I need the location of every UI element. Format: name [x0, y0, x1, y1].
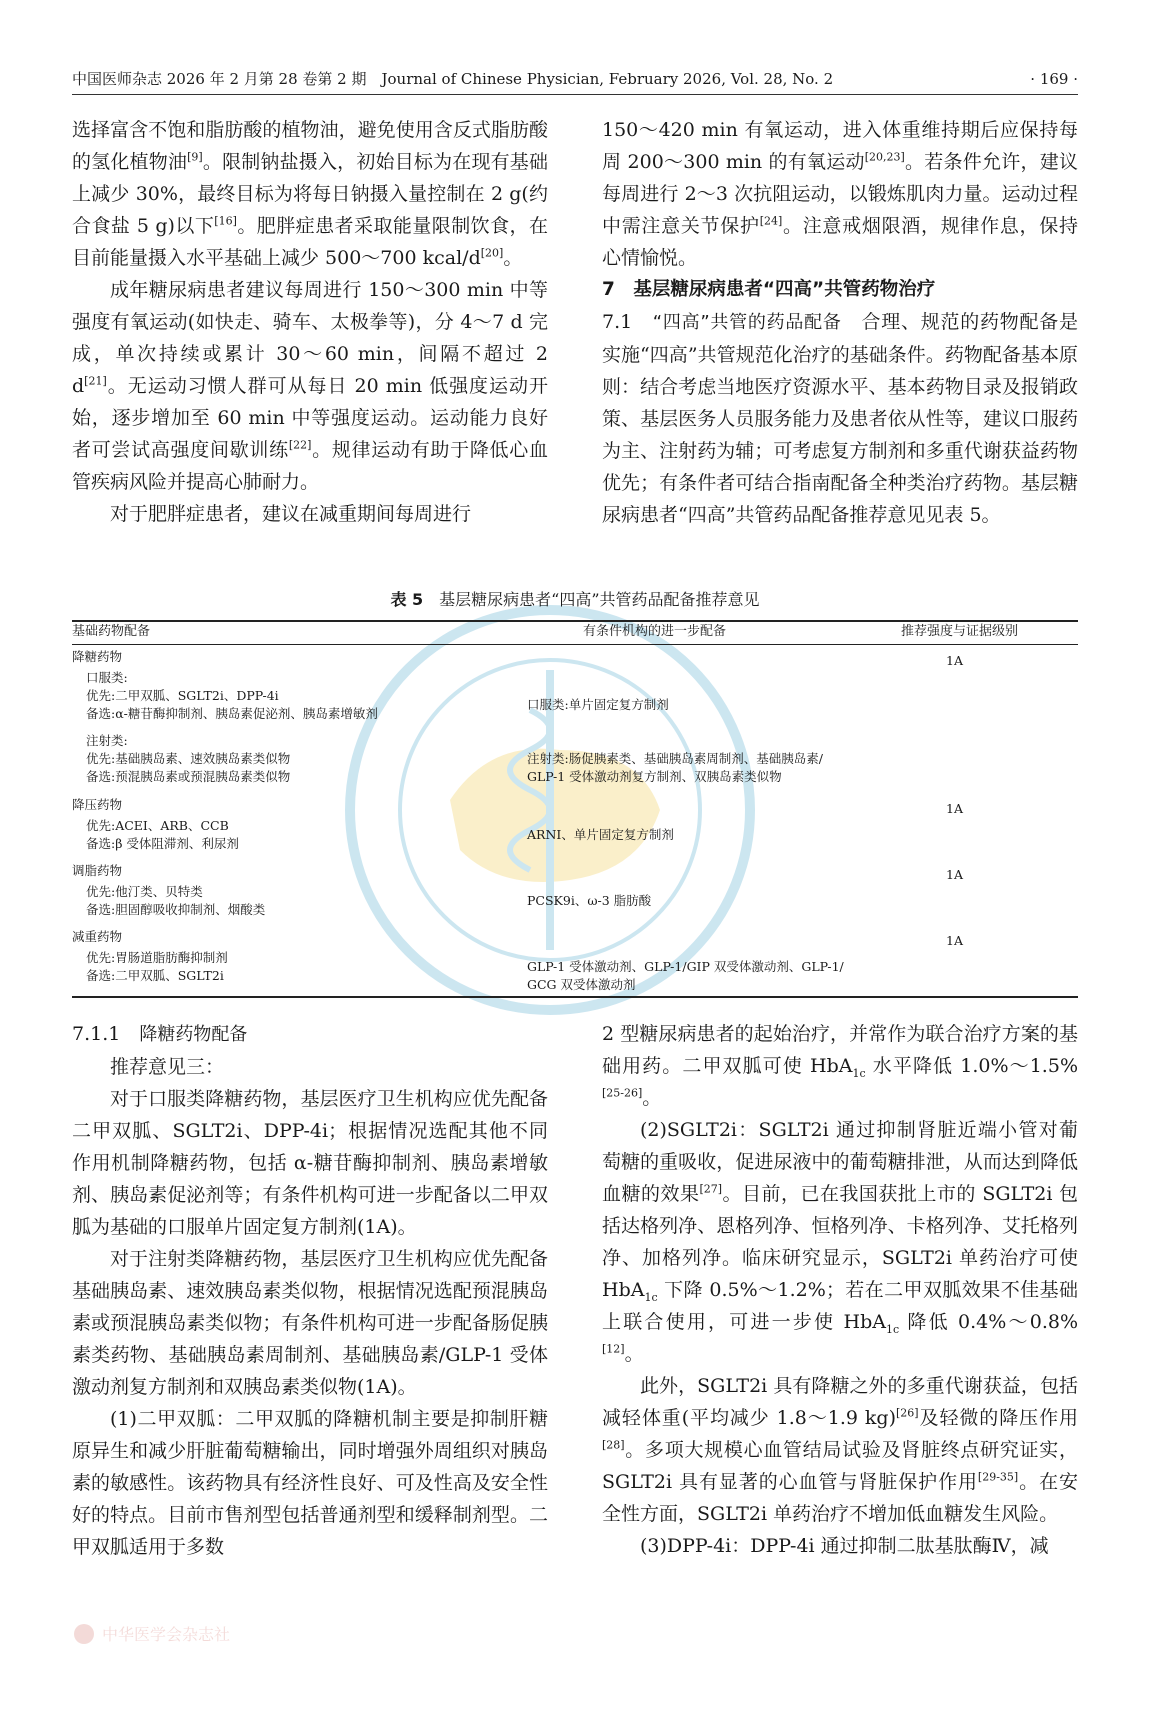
table-cell: 备选:β 受体阻滞剂、利尿剂	[86, 836, 239, 851]
citation-ref: [28]	[602, 1438, 625, 1452]
grade-cell: 1A	[946, 801, 963, 816]
paragraph-r2	[602, 274, 1078, 306]
table-cell: GCG 双受体激动剂	[527, 977, 636, 992]
text-run: 下降 0.5%～1.2%；若在二甲双胍效果不佳基础上联合使用，可进一步使 HbA	[602, 1279, 1078, 1333]
text-run: 选择富含不饱和脂肪酸的植物油，避免使用含反式脂肪酸的氢化植物油	[72, 119, 548, 173]
subscript: 1c	[852, 1066, 866, 1080]
subscript: 1c	[885, 1322, 900, 1336]
journal-citation: 中国医师杂志 2026 年 2 月第 28 卷第 2 期 Journal of Chinese Physician, February 2026, Vol. 28, No. 2	[72, 70, 834, 88]
citation-ref: [20]	[480, 246, 504, 260]
page-number: · 169 ·	[1030, 70, 1078, 88]
table-cell: 备选:二甲双胍、SGLT2i	[86, 968, 224, 983]
table-cell: 备选:胆固醇吸收抑制剂、烟酸类	[86, 902, 266, 917]
table-cell: 优先:他汀类、贝特类	[86, 884, 203, 899]
text-run: 合理、规范的药物配备是实施“四高”共管规范化治疗的基础条件。药物配备基本原则：结合考虑当地医疗资源水平、基本药物目录及报销政策、基层医务人员服务能力及患者依从性等，建议口服药为主、注射药为辅；可考虑复方制剂和多重代谢获益药物优先；有条件者可结合指南配备全种类治疗药物。基层糖尿病患者“四高”共管药品配备推荐意见见表 5。	[602, 311, 1078, 526]
paragraph-l5	[72, 1403, 548, 1563]
text-run: 。无运动习惯人群可从每日 20 min 低强度运动开始，逐步增加至 60 min 中等强度运动。运动能力良好者可尝试高强度间歇训练	[72, 375, 548, 461]
table-cell: 备选:预混胰岛素或预混胰岛素类似物	[86, 769, 291, 784]
citation-ref: [16]	[214, 214, 237, 228]
section-heading: “四高”共管的药品配备	[652, 312, 842, 333]
citation-ref: [26]	[896, 1406, 919, 1420]
table-cell: 优先:ACEI、ARB、CCB	[86, 818, 229, 833]
table-bottom-rule	[72, 996, 1078, 998]
text-run: (3)DPP-4i：DPP-4i 通过抑制二肽基肽酶Ⅳ，减	[640, 1535, 1049, 1557]
text-run: 150～420 min 有氧运动，进入体重维持期后应保持每周 200～300 min 的有氧运动	[602, 119, 1078, 173]
text-run: 。	[503, 247, 523, 269]
citation-ref: [24]	[759, 214, 783, 228]
table-title: 基层糖尿病患者“四高”共管药品配备推荐意见	[439, 590, 760, 609]
table-header-rule	[72, 644, 1078, 645]
paragraph-s1	[602, 1018, 1078, 1114]
citation-ref: [25-26]	[602, 1086, 643, 1100]
paragraph-p2	[72, 274, 548, 498]
running-header	[72, 68, 1078, 90]
publisher-logo	[72, 1622, 432, 1646]
text-run: 2 型糖尿病患者的起始治疗，并常作为联合治疗方案的基础用药。二甲双胍可使 HbA	[602, 1023, 1078, 1077]
paragraph-p3	[72, 498, 548, 530]
table-cell: 注射类:	[86, 733, 128, 748]
text-run: 成年糖尿病患者建议每周进行 150～300 min 中等强度有氧运动(如快走、骑车、太极拳等)，分 4～7 d 完成，单次持续或累计 30～60 min，间隔不超过 2 d	[72, 279, 548, 397]
paragraph-p1	[72, 114, 548, 274]
paragraph-l1	[72, 1018, 548, 1051]
section-heading: 降糖药物配备	[139, 1024, 248, 1045]
table-cell: GLP-1 受体激动剂、GLP-1/GIP 双受体激动剂、GLP-1/	[527, 959, 844, 974]
grade-cell: 1A	[946, 867, 963, 882]
table-cell: PCSK9i、ω-3 脂肪酸	[527, 893, 652, 908]
text-run: 对于口服类降糖药物，基层医疗卫生机构应优先配备二甲双胍、SGLT2i、DPP-4i；根据情况选配其他不同作用机制降糖药物，包括 α-糖苷酶抑制剂、胰岛素增敏剂、胰岛素促泌剂等；有条件机构可进一步配备以二甲双胍为基础的口服单片固定复方制剂(1A)。	[72, 1088, 548, 1238]
text-run: 。规律运动有助于降低心血管疾病风险并提高心肺耐力。	[72, 439, 548, 493]
text-run: 及轻微的降压作用	[918, 1407, 1078, 1429]
table-cell: 降糖药物	[72, 649, 123, 664]
text-run: 。多项大规模心血管结局试验及肾脏终点研究证实，SGLT2i 具有显著的心血管与肾脏保护作用	[602, 1439, 1078, 1493]
text-run: 。目前，已在我国获批上市的 SGLT2i 包括达格列净、恩格列净、恒格列净、卡格列净、艾托格列净、加格列净。临床研究显示，SGLT2i 单药治疗可使 HbA	[602, 1183, 1078, 1301]
table-cell: ARNI、单片固定复方制剂	[527, 827, 674, 842]
association-seal-watermark	[340, 600, 760, 1020]
text-run: 7 基层糖尿病患者“四高”共管药物治疗	[602, 279, 936, 300]
text-run: 。	[624, 1343, 644, 1365]
citation-ref: [22]	[288, 438, 312, 452]
text-run: (2)SGLT2i：SGLT2i 通过抑制肾脏近端小管对葡萄糖的重吸收，促进尿液中的葡萄糖排泄，从而达到降低血糖的效果	[602, 1119, 1078, 1205]
citation-ref: [27]	[699, 1182, 723, 1196]
table-top-rule	[72, 620, 1078, 622]
text-run: 对于注射类降糖药物，基层医疗卫生机构应优先配备基础胰岛素、速效胰岛素类似物，根据情况选配预混胰岛素或预混胰岛素类似物；有条件机构可进一步配备肠促胰素类药物、基础胰岛素周制剂、基础胰岛素/GLP-1 受体激动剂复方制剂和双胰岛素类似物(1A)。	[72, 1248, 548, 1398]
text-run: 7.1.1	[72, 1023, 140, 1045]
table-header-grade: 推荐强度与证据级别	[901, 624, 1019, 639]
left-column-top	[72, 114, 548, 530]
table-label: 表 5	[390, 590, 424, 609]
paragraph-s4	[602, 1530, 1078, 1562]
left-column-bottom	[72, 1018, 548, 1563]
table-cell: 优先:胃肠道脂肪酶抑制剂	[86, 950, 228, 965]
paragraph-l4	[72, 1243, 548, 1403]
right-column-bottom	[602, 1018, 1078, 1562]
citation-ref: [9]	[187, 150, 203, 164]
paragraph-l3	[72, 1083, 548, 1243]
paragraph-r1	[602, 114, 1078, 274]
header-rule	[72, 94, 1078, 95]
text-run: 。注意戒烟限酒，规律作息，保持心情愉悦。	[602, 215, 1078, 269]
text-run: 。	[642, 1087, 662, 1109]
paragraph-l2	[72, 1051, 548, 1083]
citation-ref: [20,23]	[864, 150, 905, 164]
table-cell: 优先:二甲双胍、SGLT2i、DPP-4i	[86, 688, 279, 703]
text-run: 。若条件允许，建议每周进行 2～3 次抗阻运动，以锻炼肌肉力量。运动过程中需注意关节保护	[602, 151, 1078, 237]
text-run: 降低 0.4%～0.8%	[899, 1311, 1078, 1333]
text-run: 对于肥胖症患者，建议在减重期间每周进行	[110, 503, 472, 525]
table-caption	[72, 589, 1078, 611]
table-cell: 备选:α-糖苷酶抑制剂、胰岛素促泌剂、胰岛素增敏剂	[86, 706, 378, 721]
grade-cell: 1A	[946, 933, 963, 948]
text-run: 7.1	[602, 311, 653, 333]
text-run: 水平降低 1.0%～1.5%	[865, 1055, 1078, 1077]
table-cell: 注射类:肠促胰素类、基础胰岛素周制剂、基础胰岛素/	[527, 751, 823, 766]
text-run: 此外，SGLT2i 具有降糖之外的多重代谢获益，包括减轻体重(平均减少 1.8～1.9 kg)	[602, 1375, 1078, 1429]
table-header-basic: 基础药物配备	[72, 624, 151, 639]
table-cell: 优先:基础胰岛素、速效胰岛素类似物	[86, 751, 291, 766]
table-header-advanced: 有条件机构的进一步配备	[583, 624, 727, 639]
table-cell: 口服类:单片固定复方制剂	[527, 697, 669, 712]
text-run: 推荐意见三：	[110, 1056, 225, 1078]
right-column-top	[602, 114, 1078, 531]
paragraph-s3	[602, 1370, 1078, 1530]
paragraph-r3	[602, 306, 1078, 531]
citation-ref: [12]	[602, 1342, 625, 1356]
table-cell: 减重药物	[72, 929, 123, 944]
text-run: 。肥胖症患者采取能量限制饮食，在目前能量摄入水平基础上减少 500～700 kcal/d	[72, 215, 548, 269]
text-run: 。限制钠盐摄入，初始目标为在现有基础上减少 30%，最终目标为将每日钠摄入量控制在 2 g(约合食盐 5 g)以下	[72, 151, 548, 237]
table-cell: GLP-1 受体激动剂复方制剂、双胰岛素类似物	[527, 769, 782, 784]
table-cell: 口服类:	[86, 670, 128, 685]
text-run: 。在安全性方面，SGLT2i 单药治疗不增加低血糖发生风险。	[602, 1471, 1078, 1525]
table-cell: 调脂药物	[72, 863, 123, 878]
citation-ref: [21]	[84, 374, 107, 388]
text-run: (1)二甲双胍：二甲双胍的降糖机制主要是抑制肝糖原异生和减少肝脏葡萄糖输出，同时增强外周组织对胰岛素的敏感性。该药物具有经济性良好、可及性高及安全性好的特点。目前市售剂型包括普通剂型和缓释制剂型。二甲双胍适用于多数	[72, 1408, 548, 1558]
table-cell: 降压药物	[72, 797, 123, 812]
subscript: 1c	[644, 1290, 658, 1304]
grade-cell: 1A	[946, 653, 963, 668]
publisher-name: 中华医学会杂志社	[102, 1625, 231, 1644]
citation-ref: [29-35]	[977, 1470, 1019, 1484]
paragraph-s2	[602, 1114, 1078, 1370]
